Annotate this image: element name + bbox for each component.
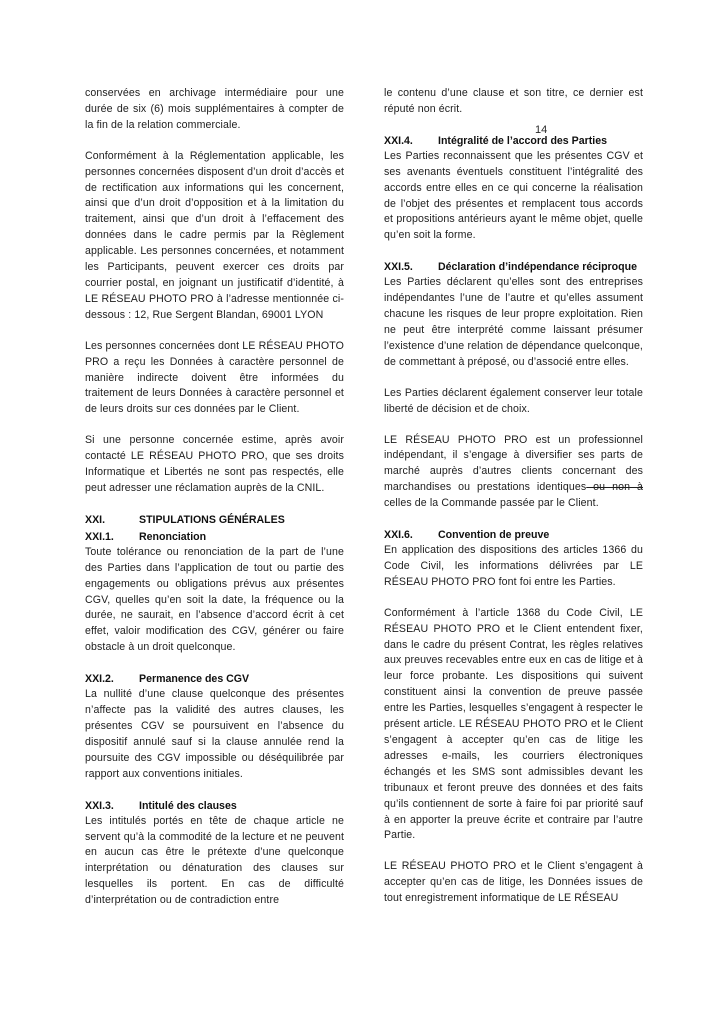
paragraph: En application des dispositions des articles 1366 du Code Civil, les informations délivrées par LE RÉSEAU PHOTO PRO font foi entre les Parties.	[384, 544, 643, 588]
paragraph: le contenu d’une clause et son titre, ce dernier est réputé non écrit.	[384, 87, 643, 115]
paragraph: Conformément à l’article 1368 du Code Civil, LE RÉSEAU PHOTO PRO et le Client entendent fixer, dans le cadre du présent Contrat, les règles relatives aux preuves recevables entre eux en cas de litige et à leur force probante. Les dispositions qui suivent constituent ainsi la convention de preuve passée entre les Parties, lesquelles s’engagent à respecter le présent article. LE RÉSEAU PHOTO PRO et le Client s’engagent à accepter qu’en cas de litige les adresses e-mails, les courriers électroniques échangés et les SMS sont admissibles devant les tribunaux et feront preuve des données et des faits qu’ils contiennent de sorte à faire foi par priorité sauf à en apporter la preuve écrite et contraire par l’autre Partie.	[384, 606, 643, 842]
paragraph: conservées en archivage intermédiaire pour une durée de six (6) mois supplémentaires à compter de la fin de la relation commerciale.	[85, 87, 344, 131]
heading-title: Permanence des CGV	[139, 673, 250, 686]
struck-text: ou non à	[586, 481, 643, 494]
paragraph: Conformément à la Réglementation applicable, les personnes concernées disposent d’un droit d’accès et de rectification aux informations qui les concernent, ainsi que d’un droit d’opposition et à la limitation du traitement, ainsi que d’un droit à l’effacement des données dans le cadre permis par la Règlement applicable. Les personnes concernées, et notamment les Participants, peuvent exercer ces droits par courrier postal, en joignant un justificatif d’identité, à LE RÉSEAU PHOTO PRO à l’adresse mentionnée ci-dessous : 12, Rue Sergent Blandan, 69001 LYON	[85, 149, 344, 321]
page-number: 14	[535, 124, 548, 136]
heading-number: XXI.5.	[384, 261, 413, 274]
heading-title: Renonciation	[139, 530, 207, 543]
two-column-body	[85, 86, 643, 966]
paragraph: Les personnes concernées dont LE RÉSEAU PHOTO PRO a reçu les Données à caractère personnel de manière indirecte doivent être informées du traitement de leurs Données à caractère personnel et de leurs droits sur ces données par le Client.	[85, 339, 344, 416]
heading-number: XXI.6.	[384, 529, 413, 542]
heading-number: XXI.2.	[85, 673, 114, 686]
paragraph: Les intitulés portés en tête de chaque article ne servent qu’à la commodité de la lecture et ne peuvent en aucun cas être le prétexte d’une quelconque interprétation ou dénaturation des clauses sur lesquelles ils portent. En cas de difficulté d’interprétation ou de contradiction entre	[85, 814, 344, 907]
right-column	[384, 86, 643, 966]
heading-title: Intitulé des clauses	[139, 799, 237, 812]
paragraph: LE RÉSEAU PHOTO PRO et le Client s’engagent à accepter qu’en cas de litige, les Données issues de tout enregistrement informatique de LE RÉSEAU	[384, 860, 643, 905]
heading-xxi-6	[384, 527, 643, 543]
paragraph: La nullité d’une clause quelconque des présentes n’affecte pas la validité des autres clauses, les présentes CGV se poursuivent en l’absence du dispositif annulé sauf si la clause annulée rend la poursuite des CGV impossible ou déséquilibrée par rapport aux conventions initiales.	[85, 688, 344, 780]
paragraph: Les Parties reconnaissent que les présentes CGV et ses avenants éventuels constituent l’intégralité des accords entre elles en ce qui concerne la réalisation de l’objet des présentes et remplacent tous accords et propositions antérieurs ayant le même objet, quelle qu’en soit la forme.	[384, 149, 643, 242]
paragraph: Toute tolérance ou renonciation de la part de l’une des Parties dans l’application de tout ou partie des engagements ou obligations prévus aux présentes CGV, quelles qu’en soit la date, la fréquence ou la durée, ne saurait, en l’absence d’accord écrit à cet effet, valoir modification des CGV, générer ou faire obstacle à un droit quelconque.	[85, 545, 344, 654]
heading-title: Intégralité de l’accord des Parties	[438, 134, 607, 147]
heading-xxi-5	[384, 259, 643, 275]
heading-number: XXI.3.	[85, 799, 114, 812]
paragraph: Si une personne concernée estime, après avoir contacté LE RÉSEAU PHOTO PRO, que ses droits Informatique et Libertés ne sont pas respectés, elle peut adresser une réclamation auprès de la CNIL.	[85, 434, 344, 494]
heading-xxi-4	[384, 133, 643, 149]
heading-xxi-3	[85, 798, 344, 814]
text-after-strike: celles de la Commande passée par le Client.	[384, 497, 599, 510]
heading-xxi	[85, 512, 344, 528]
heading-xxi-2	[85, 671, 344, 687]
heading-number: XXI.4.	[384, 134, 413, 147]
paragraph-with-strikethrough	[384, 433, 643, 513]
left-column	[85, 86, 344, 966]
heading-title: Convention de preuve	[438, 529, 550, 542]
paragraph: Les Parties déclarent également conserver leur totale liberté de décision et de choix.	[384, 386, 643, 415]
heading-number: XXI.	[85, 513, 106, 526]
text-before-strike: LE RÉSEAU PHOTO PRO est un professionnel indépendant, il s’engage à diversifier ses parts de marché auprès d’autres clients concernant des marchandises ou prestations identiques	[384, 433, 643, 494]
heading-title: Déclaration d’indépendance réciproque	[438, 261, 637, 274]
paragraph: Les Parties déclarent qu’elles sont des entreprises indépendantes l’une de l’autre et qu’elles assument chacune les risques de leur propre exploitation. Rien ne peut être interprété comme laissant présumer l’existence d’une relation de dépendance quelconque, de commettant à préposé, ou d’associé entre elles.	[384, 276, 643, 368]
heading-number: XXI.1.	[85, 530, 114, 543]
heading-xxi-1	[85, 529, 344, 545]
heading-title: STIPULATIONS GÉNÉRALES	[139, 513, 285, 526]
